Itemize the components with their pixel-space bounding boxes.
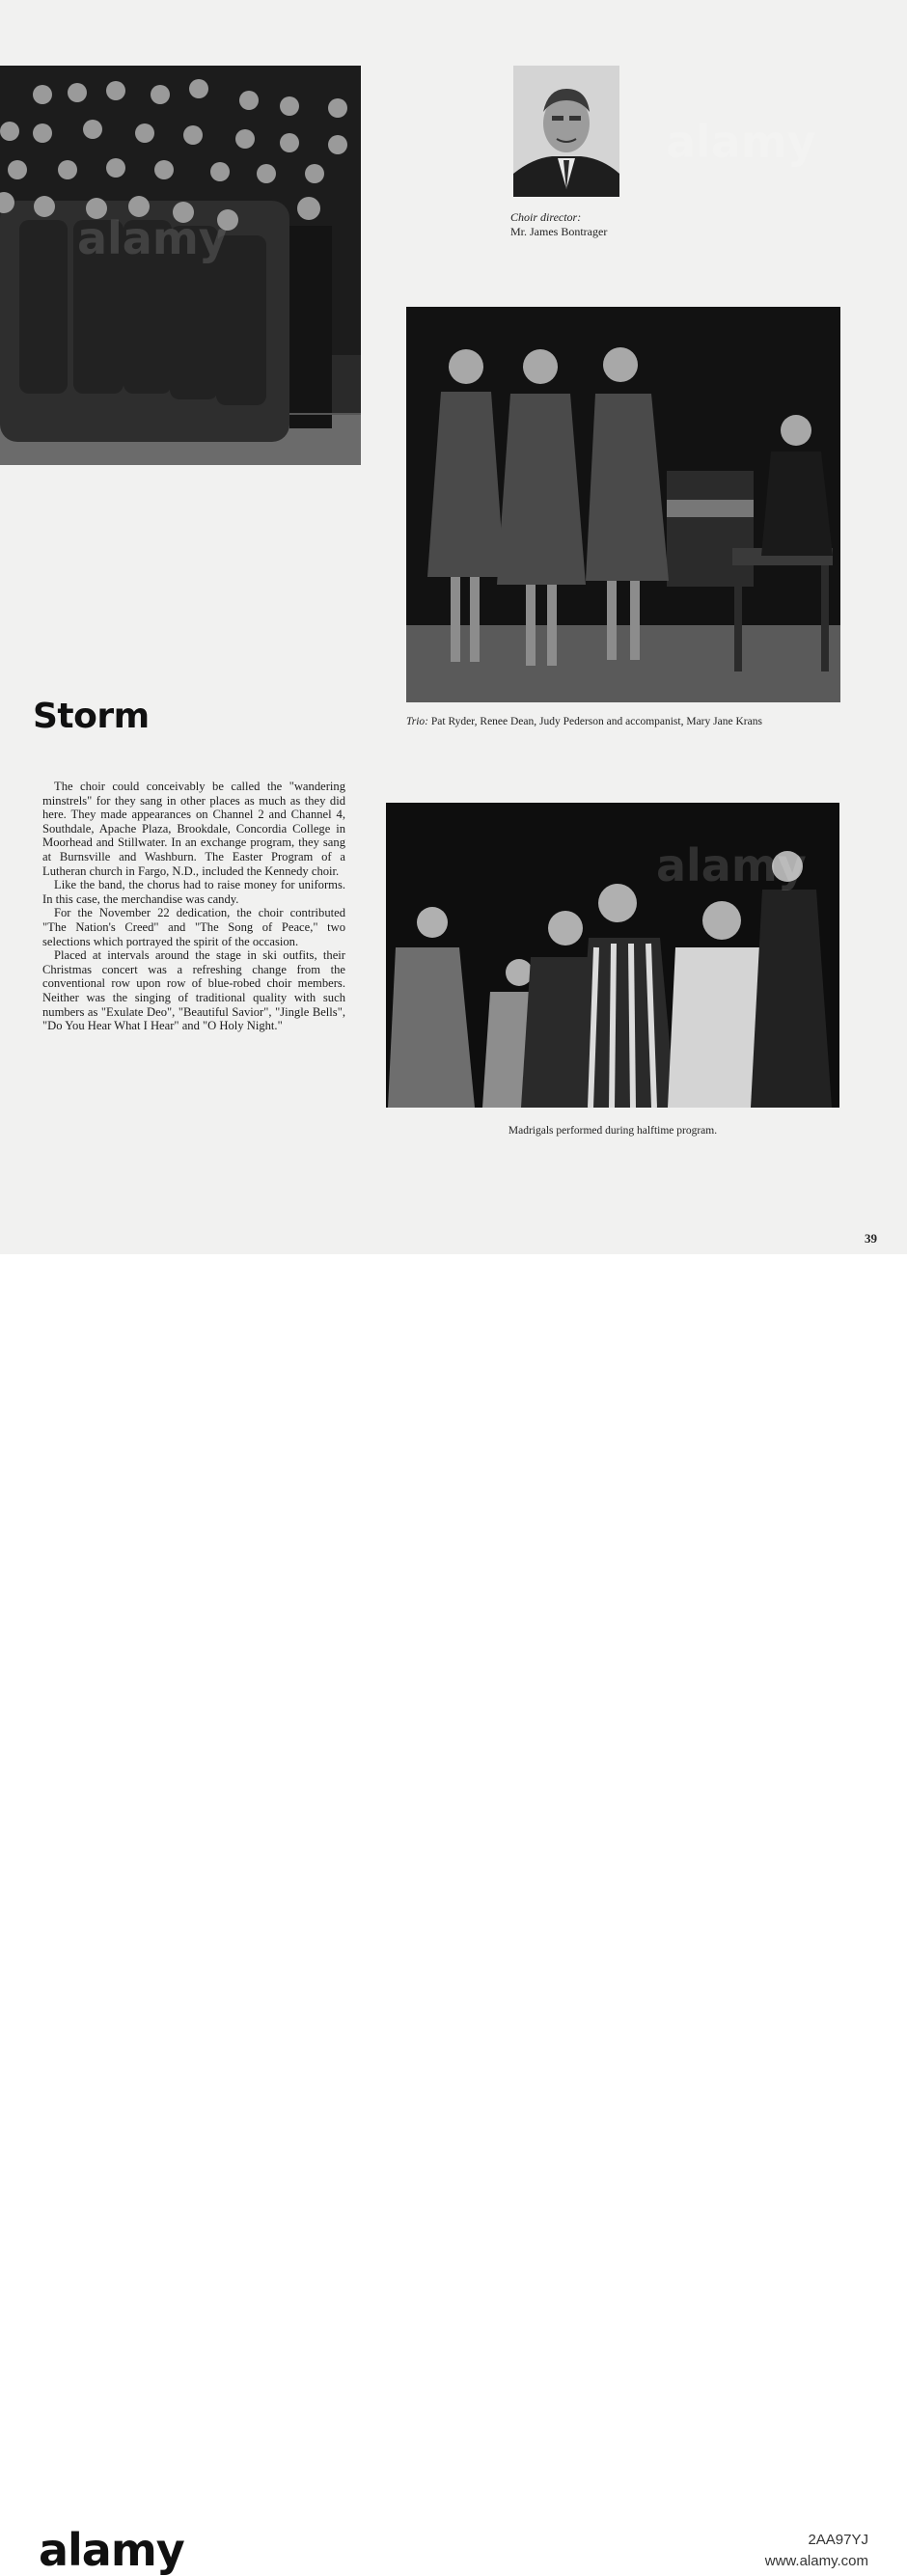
yearbook-page [0, 0, 907, 1254]
choir-group-photo [0, 66, 361, 465]
article-paragraph: The choir could conceivably be called the "wandering minstrels" for they sang in other places as much as they did here. They made appearances on Channel 2 and Channel 4, Southdale, Apache Plaza, Brookdale, Concordia College in Moorhead and Stillwater. In an exchange program, they sang at Burnsville and Washburn. The Easter Program of a Lutheran church in Fargo, N.D., included the Kennedy choir. [42, 780, 345, 878]
article-paragraph: Placed at intervals around the stage in ski outfits, their Christmas concert was a refreshing change from the conventional row upon row of blue-robed choir members. Neither was the singing of traditional quality with such numbers as "Exulate Deo", "Beautiful Savior", "Jingle Bells", "Do You Hear What I Hear" and "O Holy Night." [42, 948, 345, 1033]
trio-names: Pat Ryder, Renee Dean, Judy Pederson and accompanist, Mary Jane Krans [430, 716, 762, 727]
trio-label: Trio: [406, 716, 429, 727]
article-body [42, 780, 345, 1033]
article-heading: Storm [33, 697, 150, 736]
trio-caption [406, 716, 850, 727]
image-id: 2AA97YJ [808, 2532, 868, 2548]
madrigals-caption: Madrigals performed during halftime program. [508, 1125, 718, 1137]
director-portrait-photo [513, 66, 619, 197]
director-caption [510, 210, 607, 239]
footer-id-block [765, 2530, 868, 2572]
article-paragraph: Like the band, the chorus had to raise money for uniforms. In this case, the merchandise was candy. [42, 878, 345, 906]
watermark-text: alamy [666, 116, 816, 168]
director-name: Mr. James Bontrager [510, 225, 608, 238]
site-url: www.alamy.com [764, 2553, 868, 2569]
madrigals-photo [386, 803, 839, 1108]
alamy-logo: alamy [39, 2524, 184, 2576]
stock-footer-bar [0, 1254, 907, 2576]
page-number: 39 [865, 1231, 877, 1246]
article-paragraph: For the November 22 dedication, the choir contributed "The Nation's Creed" and "The Song of Peace," two selections which portrayed the spirit of the occasion. [42, 906, 345, 948]
trio-photo [406, 307, 840, 702]
director-role: Choir director: [510, 210, 582, 224]
